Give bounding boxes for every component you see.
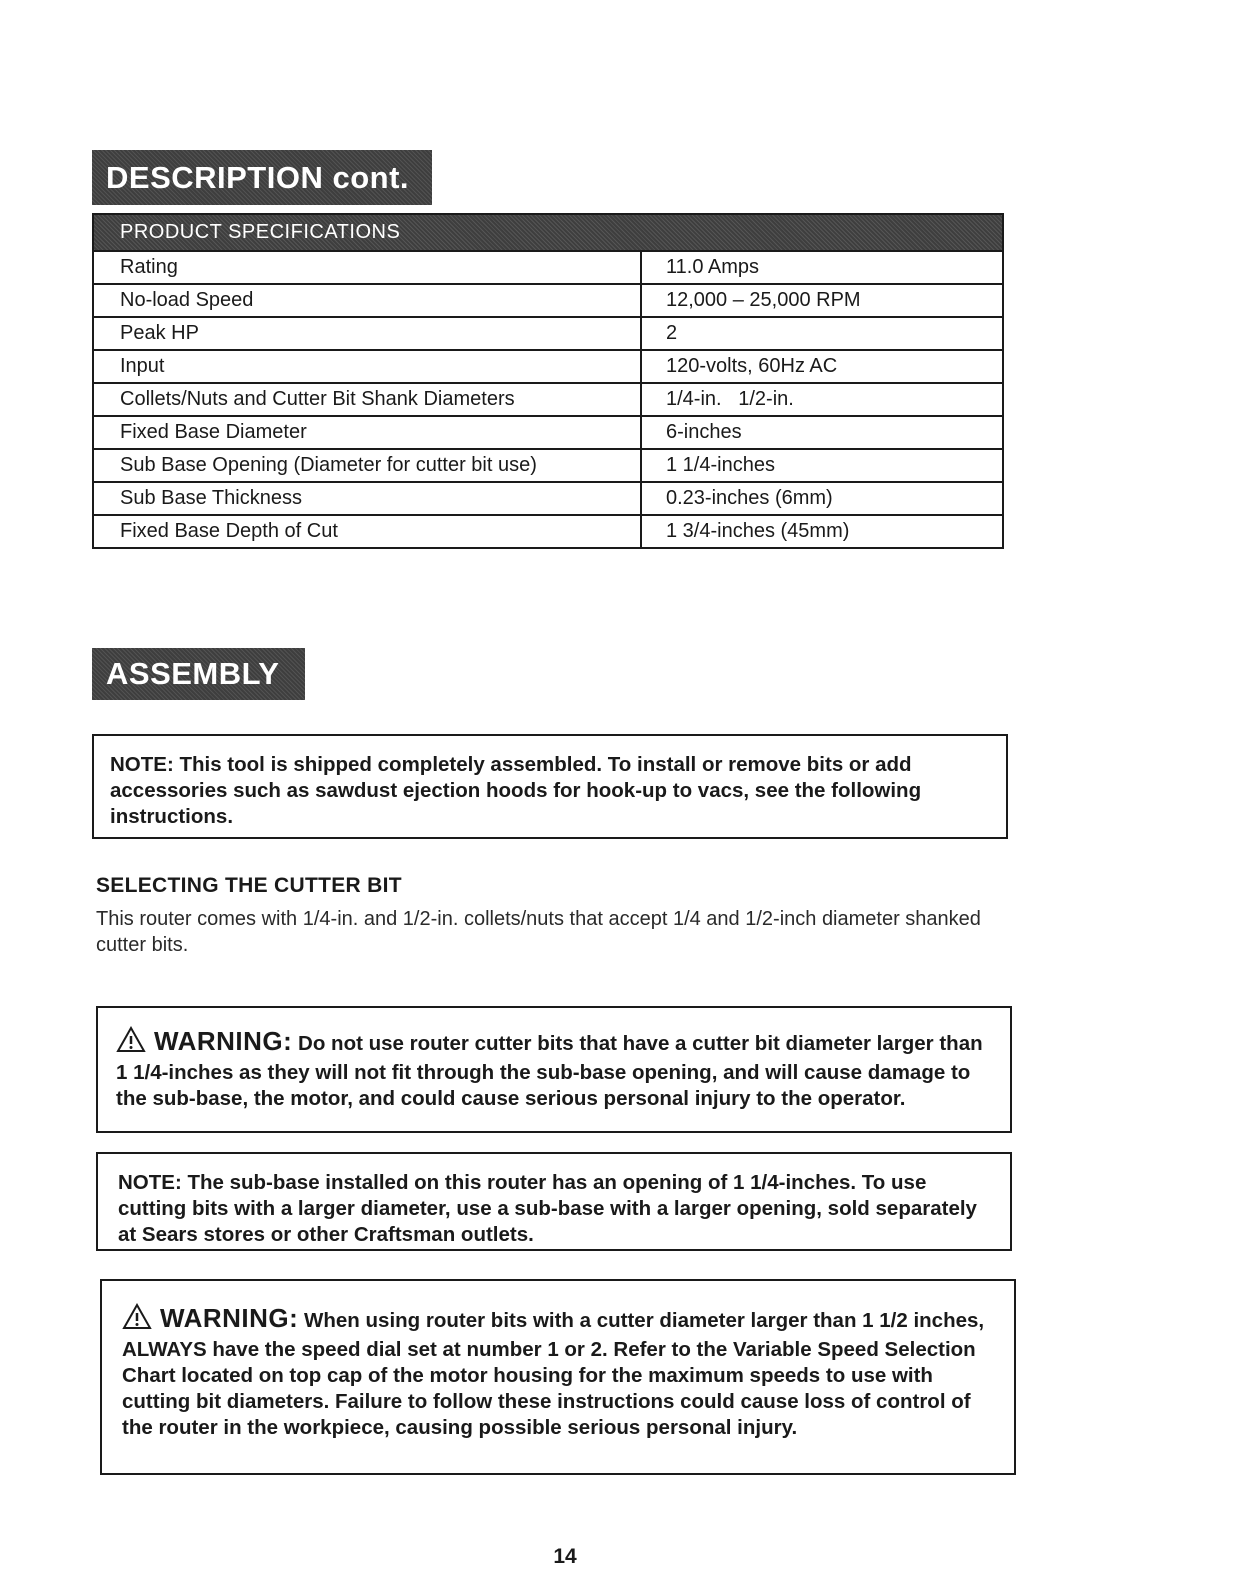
note-text: NOTE: This tool is shipped completely assembled. To install or remove bits or add accessories such as sawdust ejection hoods for hook-up to vacs, see the following instructions. xyxy=(110,753,922,828)
warning-box-cutter-diameter xyxy=(96,1006,1012,1133)
warning-text: Do not use router cutter bits that have a cutter bit diameter larger than 1 1/4-inches as they will not fit through the sub-base opening, and will cause damage to the sub-base, the motor, and could cause serious personal injury to the operator. xyxy=(116,1032,983,1110)
specifications-header: PRODUCT SPECIFICATIONS xyxy=(93,214,1003,251)
spec-value: 1/4-in. 1/2-in. xyxy=(641,383,1003,416)
spec-row xyxy=(93,383,1003,416)
warning-box-speed-dial xyxy=(100,1279,1016,1475)
selecting-cutter-bit-text: This router comes with 1/4-in. and 1/2-in. collets/nuts that accept 1/4 and 1/2-inch diameter shanked cutter bits. xyxy=(96,908,981,956)
product-specifications-table xyxy=(92,213,1004,549)
spec-value: 11.0 Amps xyxy=(641,251,1003,284)
warning-title: WARNING: xyxy=(154,1026,293,1056)
spec-value: 1 1/4-inches xyxy=(641,449,1003,482)
spec-label: Fixed Base Diameter xyxy=(93,416,641,449)
description-banner: DESCRIPTION cont. xyxy=(92,150,432,205)
spec-label: Fixed Base Depth of Cut xyxy=(93,515,641,548)
page-number: 14 xyxy=(553,1545,577,1568)
note-shipped-assembled xyxy=(92,734,1008,839)
spec-value: 12,000 – 25,000 RPM xyxy=(641,284,1003,317)
spec-value: 0.23-inches (6mm) xyxy=(641,482,1003,515)
spec-row xyxy=(93,317,1003,350)
warning-triangle-icon xyxy=(116,1026,146,1060)
spec-row xyxy=(93,482,1003,515)
assembly-banner: ASSEMBLY xyxy=(92,648,305,700)
spec-value: 120-volts, 60Hz AC xyxy=(641,350,1003,383)
spec-label: Input xyxy=(93,350,641,383)
spec-label: No-load Speed xyxy=(93,284,641,317)
spec-row xyxy=(93,449,1003,482)
section-heading-selecting-cutter-bit: SELECTING THE CUTTER BIT xyxy=(96,874,402,897)
spec-label: Rating xyxy=(93,251,641,284)
spec-label: Sub Base Thickness xyxy=(93,482,641,515)
spec-row xyxy=(93,350,1003,383)
spec-row xyxy=(93,284,1003,317)
spec-row xyxy=(93,251,1003,284)
warning-text: When using router bits with a cutter diameter larger than 1 1/2 inches, ALWAYS have the speed dial set at number 1 or 2. Refer to the Variable Speed Selection Chart located on top cap of the motor housing for the maximum speeds to use with cutting bit diameters. Failure to follow these instructions could cause loss of control of the router in the workpiece, causing possible serious personal injury. xyxy=(122,1309,985,1439)
spec-value: 1 3/4-inches (45mm) xyxy=(641,515,1003,548)
spec-row xyxy=(93,515,1003,548)
spec-label: Sub Base Opening (Diameter for cutter bit use) xyxy=(93,449,641,482)
spec-label: Peak HP xyxy=(93,317,641,350)
spec-row xyxy=(93,416,1003,449)
spec-value: 6-inches xyxy=(641,416,1003,449)
note-text: NOTE: The sub-base installed on this router has an opening of 1 1/4-inches. To use cutting bits with a larger diameter, use a sub-base with a larger opening, sold separately at Sears stores or other Craftsman outlets. xyxy=(118,1171,977,1246)
spec-value: 2 xyxy=(641,317,1003,350)
warning-triangle-icon xyxy=(122,1303,152,1337)
warning-title: WARNING: xyxy=(160,1303,299,1333)
note-sub-base-opening xyxy=(96,1152,1012,1251)
spec-label: Collets/Nuts and Cutter Bit Shank Diameters xyxy=(93,383,641,416)
